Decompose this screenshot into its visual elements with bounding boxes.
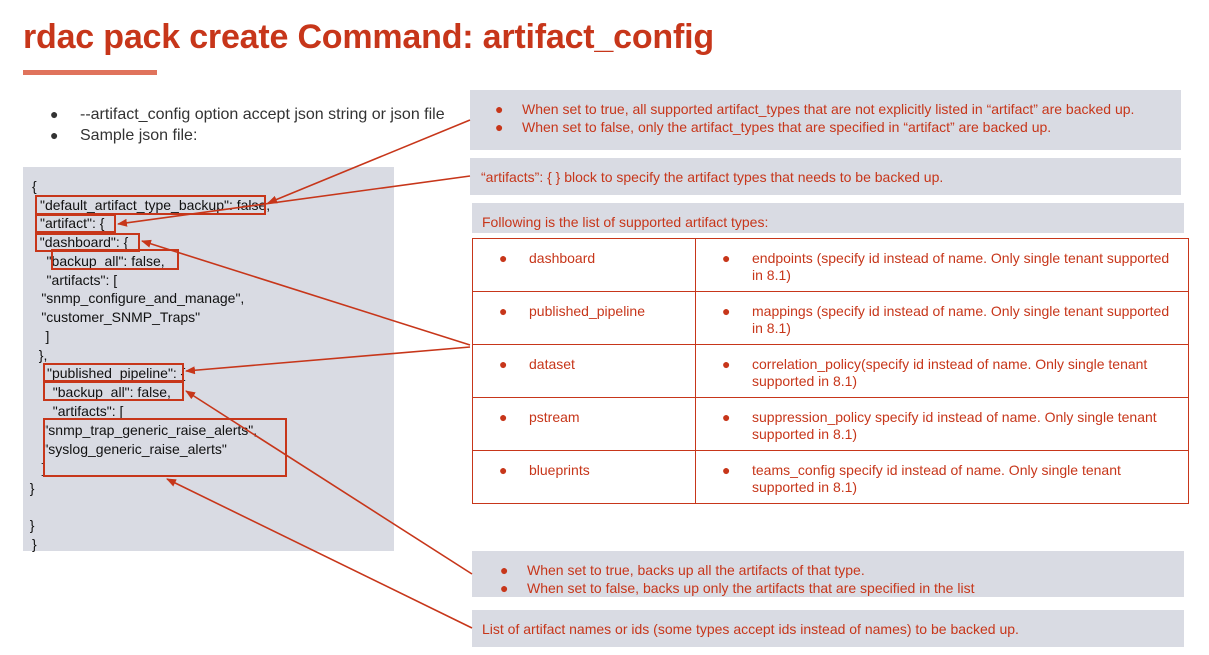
- bullet-icon: ●: [499, 462, 508, 478]
- code-line: "backup_all": false,: [31, 253, 165, 269]
- arrow-artifact-names: [167, 479, 472, 628]
- table-cell: ● dashboard: [473, 239, 696, 292]
- table-cell: ● suppression_policy specify id instead of name. Only single tenant supported in 8.1): [696, 398, 1189, 451]
- bullet-icon: ●: [722, 409, 731, 425]
- bullet-icon: ●: [495, 101, 504, 117]
- table-cell: ● blueprints: [473, 451, 696, 504]
- code-line: "backup_all": false,: [45, 384, 171, 400]
- code-line: }: [32, 536, 37, 552]
- code-line: },: [31, 347, 48, 363]
- arrow-dashboard: [142, 241, 470, 345]
- note-item: ● When set to true, all supported artifact_types that are not explicitly listed in “artifact” are backed up.: [495, 101, 1135, 117]
- code-line: {: [32, 178, 37, 194]
- arrow-backup-all: [186, 391, 472, 574]
- bullet-icon: ●: [499, 303, 508, 319]
- bullet-icon: ●: [722, 462, 731, 478]
- table-cell: ● teams_config specify id instead of name. Only single tenant supported in 8.1): [696, 451, 1189, 504]
- bullet-icon: ●: [50, 127, 59, 143]
- bullet-icon: ●: [722, 250, 731, 266]
- bullet-icon: ●: [722, 303, 731, 319]
- table-cell: ● mappings (specify id instead of name. Only single tenant supported in 8.1): [696, 292, 1189, 345]
- page-title: rdac pack create Command: artifact_config: [23, 18, 714, 56]
- bullet-icon: ●: [499, 356, 508, 372]
- code-line: "snmp_trap_generic_raise_alerts",: [20, 422, 258, 438]
- code-line: "artifacts": [: [45, 403, 124, 419]
- intro-item: ● --artifact_config option accept json string or json file: [50, 106, 445, 123]
- table-cell: ● correlation_policy(specify id instead of name. Only single tenant supported in 8.1): [696, 345, 1189, 398]
- bullet-icon: ●: [500, 580, 509, 596]
- code-line: "published_pipeline": {: [47, 365, 186, 381]
- table-cell: ● pstream: [473, 398, 696, 451]
- code-line: "snmp_configure_and_manage",: [18, 290, 245, 306]
- note-item: ● When set to false, only the artifact_types that are specified in “artifact” are backed up.: [495, 119, 1052, 135]
- code-line: "syslog_generic_raise_alerts": [20, 441, 227, 457]
- note-artifacts-block: “artifacts”: { } block to specify the artifact types that needs to be backed up.: [470, 158, 1181, 195]
- code-line: }: [22, 480, 35, 496]
- note-item: ● When set to false, backs up only the artifacts that are specified in the list: [500, 580, 975, 596]
- code-line: "dashboard": {: [32, 234, 129, 250]
- intro-item: ● Sample json file:: [50, 127, 198, 144]
- code-line: ]: [26, 460, 46, 476]
- note-item: ● When set to true, backs up all the artifacts of that type.: [500, 562, 865, 578]
- code-line: "artifacts": [: [31, 272, 118, 288]
- bullet-icon: ●: [499, 409, 508, 425]
- bullet-icon: ●: [50, 106, 59, 122]
- table-cell: ● dataset: [473, 345, 696, 398]
- bullet-icon: ●: [499, 250, 508, 266]
- code-line: ]: [30, 328, 50, 344]
- note-list-heading: Following is the list of supported artifact types:: [472, 203, 1184, 233]
- arrow-artifacts-block: [118, 176, 470, 224]
- bullet-icon: ●: [500, 562, 509, 578]
- arrow-published-pipeline: [186, 347, 470, 371]
- code-line: }: [22, 517, 35, 533]
- table-cell: ● endpoints (specify id instead of name. Only single tenant supported in 8.1): [696, 239, 1189, 292]
- note-artifact-names: List of artifact names or ids (some types accept ids instead of names) to be backed up.: [472, 610, 1184, 647]
- code-line: "artifact": {: [40, 215, 105, 231]
- code-line: "default_artifact_type_backup": false,: [40, 197, 271, 213]
- bullet-icon: ●: [722, 356, 731, 372]
- bullet-icon: ●: [495, 119, 504, 135]
- table-cell: ● published_pipeline: [473, 292, 696, 345]
- code-line: "customer_SNMP_Traps": [18, 309, 201, 325]
